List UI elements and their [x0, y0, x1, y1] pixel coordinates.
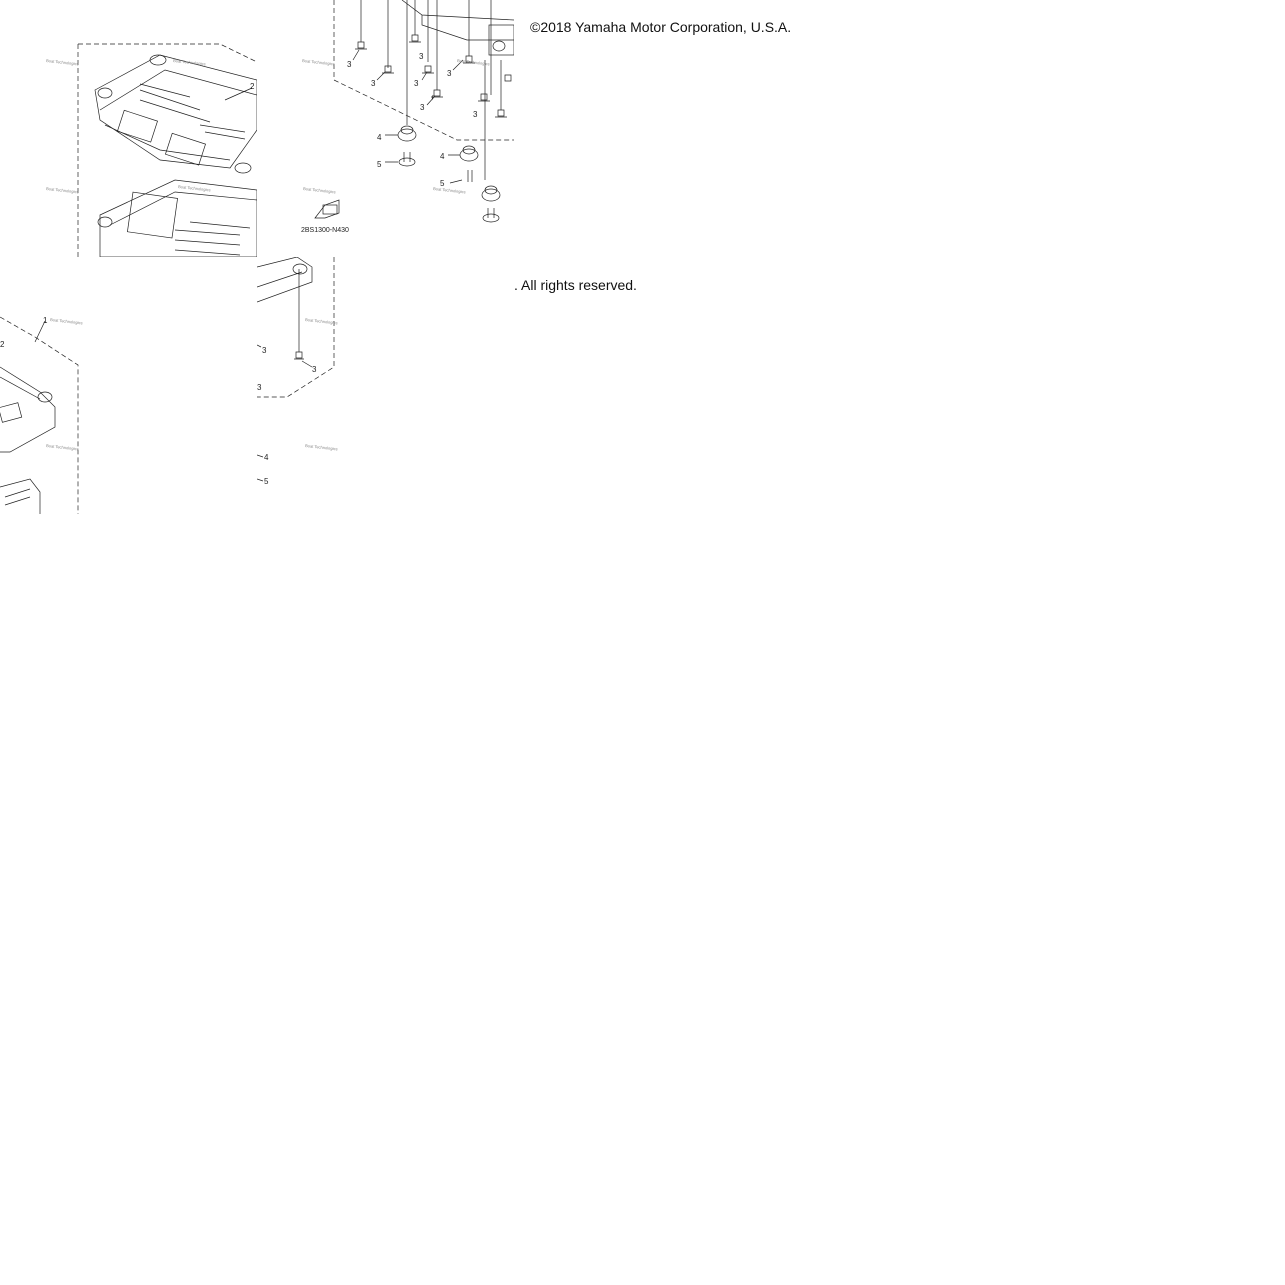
diagram-tile-top-right	[257, 0, 514, 257]
callout-3-label: 3	[414, 79, 419, 88]
ecu-exploded-view-bottom-right	[257, 257, 514, 514]
callout-3-label: 3	[420, 103, 425, 112]
callout-4-label: 4	[377, 133, 382, 142]
diagram-tile-bottom-left	[0, 257, 257, 514]
watermark-text: Boat Technologies	[172, 58, 206, 67]
callout-3-label: 3	[473, 110, 478, 119]
watermark-text: Boat Technologies	[45, 58, 79, 67]
callout-3-label: 3	[312, 365, 317, 374]
ecu-exploded-view-top-right	[257, 0, 514, 257]
callout-5-label: 5	[377, 160, 382, 169]
callout-3-label: 3	[347, 60, 352, 69]
watermark-text: Boat Technologies	[302, 186, 336, 195]
callout-2-label: 2	[250, 82, 255, 91]
callout-3-label: 3	[262, 346, 267, 355]
watermark-text: Boat Technologies	[45, 443, 79, 452]
diagram-tile-bottom-right	[257, 257, 514, 514]
watermark-text: Boat Technologies	[49, 317, 83, 326]
callout-5-label: 5	[264, 477, 269, 486]
callout-1-label: 1	[43, 316, 48, 325]
callout-3-label: 3	[419, 52, 424, 61]
callout-4-label: 4	[440, 152, 445, 161]
callout-2-label: 2	[0, 340, 5, 349]
watermark-text: Boat Technologies	[304, 443, 338, 452]
copyright-notice: ©2018 Yamaha Motor Corporation, U.S.A.	[530, 19, 792, 35]
watermark-text: Boat Technologies	[304, 317, 338, 326]
callout-3-label: 3	[371, 79, 376, 88]
callout-5-label: 5	[440, 179, 445, 188]
callout-4-label: 4	[264, 453, 269, 462]
watermark-text: Boat Technologies	[456, 58, 490, 67]
ecu-exploded-view-bottom-left	[0, 257, 257, 514]
watermark-text: Boat Technologies	[45, 186, 79, 195]
callout-3-label: 3	[257, 383, 262, 392]
watermark-text: Boat Technologies	[177, 184, 211, 193]
ecu-exploded-view-top-left	[0, 0, 257, 257]
watermark-text: Boat Technologies	[301, 58, 335, 67]
callout-3-label: 3	[447, 69, 452, 78]
watermark-text: Boat Technologies	[432, 186, 466, 195]
part-code-label: 2BS1300-N430	[301, 227, 349, 234]
rights-reserved-notice: . All rights reserved.	[514, 277, 637, 293]
diagram-tile-top-left	[0, 0, 257, 257]
